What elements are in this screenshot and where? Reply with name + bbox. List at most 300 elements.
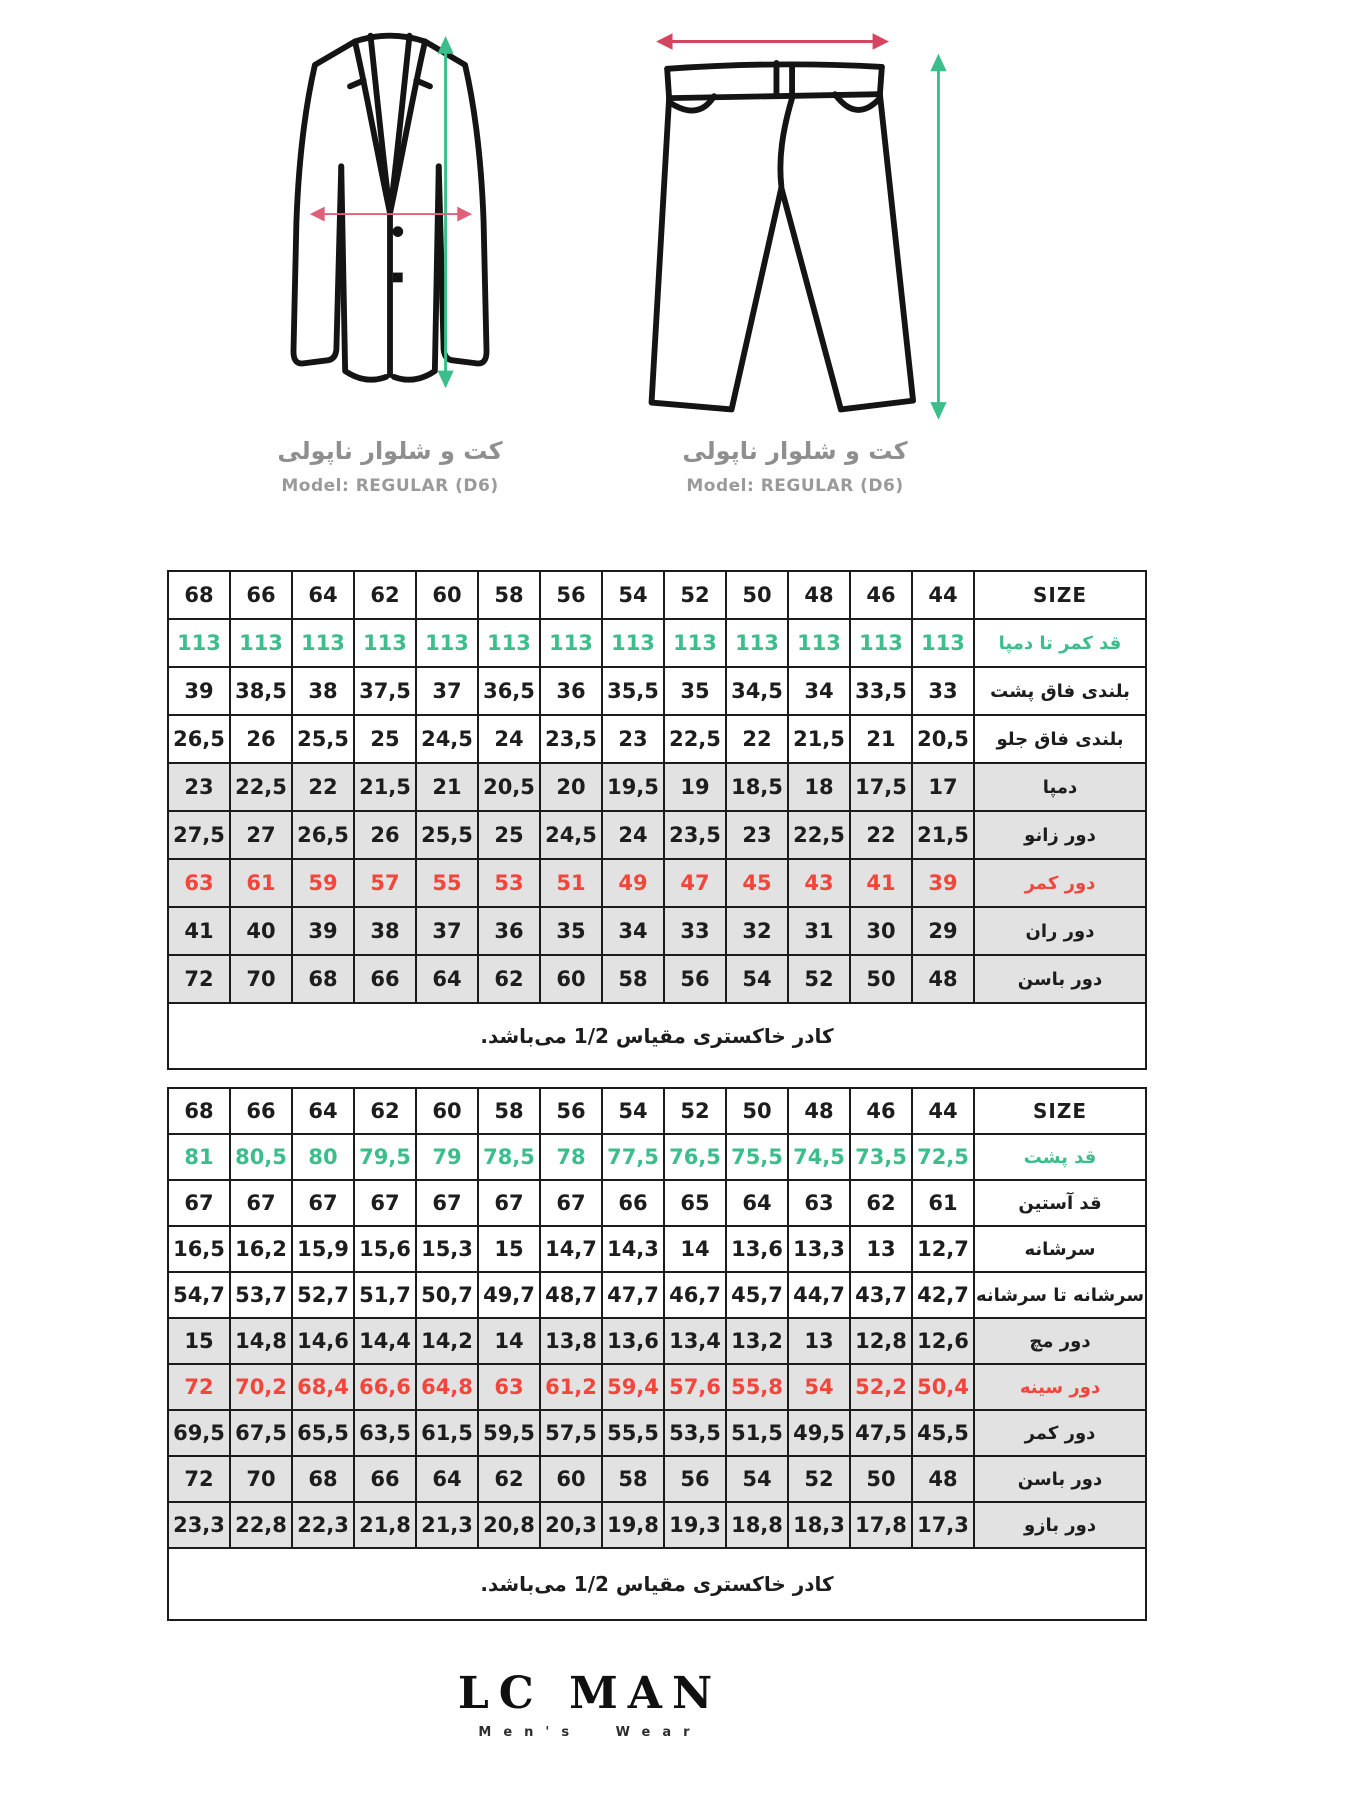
- measurement-value-cell: 52,2: [850, 1364, 912, 1410]
- measurement-value-cell: 73,5: [850, 1134, 912, 1180]
- measurement-label: دمپا: [974, 763, 1146, 811]
- measurement-value-cell: 37,5: [354, 667, 416, 715]
- measurement-value-cell: 24,5: [416, 715, 478, 763]
- measurement-value-cell: 36: [540, 667, 602, 715]
- size-header-row: [168, 571, 1146, 619]
- measurement-value-cell: 64: [416, 955, 478, 1003]
- pants-art: [625, 22, 965, 437]
- measurement-label: دور باسن: [974, 955, 1146, 1003]
- measurement-value-cell: 12,6: [912, 1318, 974, 1364]
- measurement-value-cell: 58: [602, 955, 664, 1003]
- measurement-value-cell: 14,3: [602, 1226, 664, 1272]
- measurement-value-cell: 70: [230, 955, 292, 1003]
- jacket-button: [393, 273, 403, 283]
- measurement-value-cell: 15,9: [292, 1226, 354, 1272]
- measurement-value-cell: 13: [850, 1226, 912, 1272]
- measurement-value-cell: 13: [788, 1318, 850, 1364]
- measurement-value-cell: 22,3: [292, 1502, 354, 1548]
- measurement-value-cell: 38,5: [230, 667, 292, 715]
- measurement-value-cell: 47,5: [850, 1410, 912, 1456]
- measurement-value-cell: 33: [912, 667, 974, 715]
- measurement-value-cell: 54: [726, 955, 788, 1003]
- measurement-value-cell: 25: [354, 715, 416, 763]
- measurement-value-cell: 27: [230, 811, 292, 859]
- size-header-cell: 60: [416, 1088, 478, 1134]
- jacket-button: [392, 226, 403, 237]
- measurement-value-cell: 15: [478, 1226, 540, 1272]
- measurement-value-cell: 15,6: [354, 1226, 416, 1272]
- measurement-value-cell: 47: [664, 859, 726, 907]
- measurement-value-cell: 25,5: [416, 811, 478, 859]
- measurement-value-cell: 21,3: [416, 1502, 478, 1548]
- measurement-value-cell: 57,5: [540, 1410, 602, 1456]
- size-header-cell: 66: [230, 571, 292, 619]
- measurement-value-cell: 61,5: [416, 1410, 478, 1456]
- measurement-value-cell: 13,2: [726, 1318, 788, 1364]
- measurement-value-cell: 58: [602, 1456, 664, 1502]
- measurement-value-cell: 61: [230, 859, 292, 907]
- measurement-value-cell: 15: [168, 1318, 230, 1364]
- measurement-value-cell: 27,5: [168, 811, 230, 859]
- measurement-value-cell: 16,2: [230, 1226, 292, 1272]
- size-header-cell: 64: [292, 571, 354, 619]
- measurement-row: [168, 667, 1146, 715]
- measurement-value-cell: 22: [850, 811, 912, 859]
- pants-illustration: [630, 22, 960, 427]
- measurement-value-cell: 64: [726, 1180, 788, 1226]
- measurement-value-cell: 23,5: [664, 811, 726, 859]
- measurement-value-cell: 70: [230, 1456, 292, 1502]
- measurement-value-cell: 113: [850, 619, 912, 667]
- measurement-value-cell: 14: [478, 1318, 540, 1364]
- measurement-value-cell: 14,6: [292, 1318, 354, 1364]
- measurement-value-cell: 67: [168, 1180, 230, 1226]
- measurement-value-cell: 18: [788, 763, 850, 811]
- measurement-value-cell: 113: [912, 619, 974, 667]
- measurement-value-cell: 38: [354, 907, 416, 955]
- measurement-value-cell: 46,7: [664, 1272, 726, 1318]
- measurement-value-cell: 22: [726, 715, 788, 763]
- measurement-value-cell: 59,5: [478, 1410, 540, 1456]
- measurement-row: [168, 763, 1146, 811]
- measurement-value-cell: 49,7: [478, 1272, 540, 1318]
- measurement-value-cell: 20,3: [540, 1502, 602, 1548]
- measurement-value-cell: 12,7: [912, 1226, 974, 1272]
- measurement-value-cell: 52: [788, 1456, 850, 1502]
- measurement-value-cell: 17,3: [912, 1502, 974, 1548]
- measurement-value-cell: 59: [292, 859, 354, 907]
- size-header-cell: 62: [354, 1088, 416, 1134]
- size-header-cell: 52: [664, 571, 726, 619]
- measurement-row: [168, 1272, 1146, 1318]
- measurement-value-cell: 57,6: [664, 1364, 726, 1410]
- measurement-value-cell: 72: [168, 1456, 230, 1502]
- measurement-value-cell: 22,5: [788, 811, 850, 859]
- measurement-row: [168, 907, 1146, 955]
- measurement-value-cell: 113: [416, 619, 478, 667]
- measurement-label: دور مچ: [974, 1318, 1146, 1364]
- measurement-value-cell: 43,7: [850, 1272, 912, 1318]
- measurement-value-cell: 67: [416, 1180, 478, 1226]
- size-header-cell: 46: [850, 571, 912, 619]
- measurement-value-cell: 23,3: [168, 1502, 230, 1548]
- size-header-cell: 56: [540, 571, 602, 619]
- measurement-label: بلندی فاق پشت: [974, 667, 1146, 715]
- measurement-value-cell: 13,6: [726, 1226, 788, 1272]
- measurement-label: دور کمر: [974, 859, 1146, 907]
- measurement-value-cell: 38: [292, 667, 354, 715]
- table-footer-note: کادر خاکستری مقیاس 1/2 می‌باشد.: [168, 1548, 1146, 1620]
- jacket-model-label: Model: REGULAR (D6): [281, 475, 499, 496]
- measurement-value-cell: 33: [664, 907, 726, 955]
- measurement-value-cell: 52: [788, 955, 850, 1003]
- measurement-value-cell: 22,5: [664, 715, 726, 763]
- measurement-value-cell: 26,5: [168, 715, 230, 763]
- measurement-value-cell: 39: [168, 667, 230, 715]
- size-header-cell: 68: [168, 571, 230, 619]
- measurement-value-cell: 25: [478, 811, 540, 859]
- measurement-value-cell: 61,2: [540, 1364, 602, 1410]
- measurement-value-cell: 60: [540, 955, 602, 1003]
- measurement-value-cell: 31: [788, 907, 850, 955]
- measurement-value-cell: 59,4: [602, 1364, 664, 1410]
- measurement-row: [168, 1364, 1146, 1410]
- size-header-cell: 50: [726, 571, 788, 619]
- measurement-value-cell: 63,5: [354, 1410, 416, 1456]
- measurement-value-cell: 26: [230, 715, 292, 763]
- measurement-value-cell: 48: [912, 1456, 974, 1502]
- size-header-cell: 60: [416, 571, 478, 619]
- measurement-value-cell: 80: [292, 1134, 354, 1180]
- measurement-label: قد کمر تا دمپا: [974, 619, 1146, 667]
- measurement-value-cell: 61: [912, 1180, 974, 1226]
- measurement-value-cell: 55,5: [602, 1410, 664, 1456]
- measurement-value-cell: 66: [354, 1456, 416, 1502]
- measurement-value-cell: 14,8: [230, 1318, 292, 1364]
- measurement-value-cell: 63: [478, 1364, 540, 1410]
- table-footer-row: [168, 1003, 1146, 1069]
- measurement-value-cell: 67: [478, 1180, 540, 1226]
- measurement-value-cell: 57: [354, 859, 416, 907]
- size-header-cell: 48: [788, 571, 850, 619]
- measurement-value-cell: 34: [602, 907, 664, 955]
- pants-caption: کت و شلوار ناپولی: [682, 437, 908, 465]
- measurement-value-cell: 21,8: [354, 1502, 416, 1548]
- measurement-value-cell: 113: [478, 619, 540, 667]
- measurement-value-cell: 113: [664, 619, 726, 667]
- measurement-value-cell: 67: [230, 1180, 292, 1226]
- measurement-row: [168, 859, 1146, 907]
- measurement-value-cell: 45,5: [912, 1410, 974, 1456]
- measurement-value-cell: 79,5: [354, 1134, 416, 1180]
- size-column-header: SIZE: [974, 571, 1146, 619]
- measurement-value-cell: 19,3: [664, 1502, 726, 1548]
- measurement-label: دور سینه: [974, 1364, 1146, 1410]
- measurement-value-cell: 36: [478, 907, 540, 955]
- size-header-cell: 66: [230, 1088, 292, 1134]
- measurement-value-cell: 65: [664, 1180, 726, 1226]
- measurement-value-cell: 113: [230, 619, 292, 667]
- measurement-value-cell: 23,5: [540, 715, 602, 763]
- measurement-value-cell: 68: [292, 955, 354, 1003]
- size-header-cell: 44: [912, 571, 974, 619]
- measurement-value-cell: 19,5: [602, 763, 664, 811]
- measurement-value-cell: 64,8: [416, 1364, 478, 1410]
- measurement-value-cell: 62: [850, 1180, 912, 1226]
- measurement-value-cell: 77,5: [602, 1134, 664, 1180]
- size-header-cell: 54: [602, 1088, 664, 1134]
- measurement-value-cell: 50: [850, 1456, 912, 1502]
- size-header-cell: 48: [788, 1088, 850, 1134]
- measurement-value-cell: 113: [726, 619, 788, 667]
- measurement-value-cell: 35,5: [602, 667, 664, 715]
- measurement-label: دور ران: [974, 907, 1146, 955]
- size-header-cell: 52: [664, 1088, 726, 1134]
- measurement-value-cell: 50,7: [416, 1272, 478, 1318]
- measurement-value-cell: 113: [354, 619, 416, 667]
- measurement-value-cell: 80,5: [230, 1134, 292, 1180]
- measurement-value-cell: 45: [726, 859, 788, 907]
- brand-subtitle: Men's Wear: [478, 1725, 702, 1740]
- pants-model-label: Model: REGULAR (D6): [686, 475, 904, 496]
- measurement-value-cell: 37: [416, 667, 478, 715]
- measurement-value-cell: 23: [726, 811, 788, 859]
- measurement-value-cell: 44,7: [788, 1272, 850, 1318]
- measurement-value-cell: 14,4: [354, 1318, 416, 1364]
- measurement-value-cell: 62: [478, 955, 540, 1003]
- measurement-value-cell: 53,7: [230, 1272, 292, 1318]
- measurement-value-cell: 26: [354, 811, 416, 859]
- measurement-value-cell: 32: [726, 907, 788, 955]
- measurement-value-cell: 63: [788, 1180, 850, 1226]
- measurement-value-cell: 52,7: [292, 1272, 354, 1318]
- measurement-value-cell: 78: [540, 1134, 602, 1180]
- measurement-value-cell: 81: [168, 1134, 230, 1180]
- measurement-value-cell: 66: [602, 1180, 664, 1226]
- measurement-row: [168, 1134, 1146, 1180]
- brand-title: LC MAN: [457, 1668, 723, 1719]
- measurement-value-cell: 35: [540, 907, 602, 955]
- measurement-value-cell: 25,5: [292, 715, 354, 763]
- jacket-figure: [245, 22, 535, 496]
- measurement-value-cell: 50: [850, 955, 912, 1003]
- size-header-row: [168, 1088, 1146, 1134]
- measurement-value-cell: 14,2: [416, 1318, 478, 1364]
- measurement-label: سرشانه: [974, 1226, 1146, 1272]
- measurement-value-cell: 21,5: [354, 763, 416, 811]
- measurement-value-cell: 79: [416, 1134, 478, 1180]
- measurement-value-cell: 67: [540, 1180, 602, 1226]
- measurement-value-cell: 34,5: [726, 667, 788, 715]
- measurement-value-cell: 78,5: [478, 1134, 540, 1180]
- measurement-value-cell: 22: [292, 763, 354, 811]
- measurement-value-cell: 14,7: [540, 1226, 602, 1272]
- measurement-value-cell: 62: [478, 1456, 540, 1502]
- measurement-value-cell: 113: [602, 619, 664, 667]
- measurement-value-cell: 48,7: [540, 1272, 602, 1318]
- measurement-label: دور زانو: [974, 811, 1146, 859]
- measurement-value-cell: 22,8: [230, 1502, 292, 1548]
- measurement-value-cell: 50,4: [912, 1364, 974, 1410]
- measurement-value-cell: 21,5: [912, 811, 974, 859]
- measurement-value-cell: 24,5: [540, 811, 602, 859]
- size-header-cell: 56: [540, 1088, 602, 1134]
- measurement-value-cell: 68: [292, 1456, 354, 1502]
- measurement-row: [168, 1180, 1146, 1226]
- table-footer-row: [168, 1548, 1146, 1620]
- measurement-label: سرشانه تا سرشانه: [974, 1272, 1146, 1318]
- size-column-header: SIZE: [974, 1088, 1146, 1134]
- measurement-value-cell: 36,5: [478, 667, 540, 715]
- measurement-value-cell: 51,7: [354, 1272, 416, 1318]
- measurement-value-cell: 113: [788, 619, 850, 667]
- measurement-value-cell: 24: [478, 715, 540, 763]
- measurement-value-cell: 68,4: [292, 1364, 354, 1410]
- measurement-value-cell: 72: [168, 1364, 230, 1410]
- measurement-value-cell: 16,5: [168, 1226, 230, 1272]
- measurement-value-cell: 35: [664, 667, 726, 715]
- measurement-row: [168, 715, 1146, 763]
- measurement-value-cell: 55,8: [726, 1364, 788, 1410]
- measurement-value-cell: 53: [478, 859, 540, 907]
- pants-waist-arrow-icon: [659, 36, 885, 48]
- measurement-value-cell: 18,3: [788, 1502, 850, 1548]
- measurement-value-cell: 41: [168, 907, 230, 955]
- measurement-row: [168, 619, 1146, 667]
- measurement-value-cell: 17,5: [850, 763, 912, 811]
- measurement-label: بلندی فاق جلو: [974, 715, 1146, 763]
- size-header-cell: 58: [478, 571, 540, 619]
- measurement-value-cell: 48: [912, 955, 974, 1003]
- measurement-label: دور بازو: [974, 1502, 1146, 1548]
- measurement-value-cell: 72: [168, 955, 230, 1003]
- measurement-value-cell: 23: [168, 763, 230, 811]
- measurement-value-cell: 53,5: [664, 1410, 726, 1456]
- measurement-value-cell: 56: [664, 1456, 726, 1502]
- pants-length-arrow-icon: [933, 57, 945, 416]
- measurement-value-cell: 20: [540, 763, 602, 811]
- measurement-value-cell: 13,3: [788, 1226, 850, 1272]
- jacket-art: [245, 22, 535, 437]
- measurement-value-cell: 17: [912, 763, 974, 811]
- size-header-cell: 54: [602, 571, 664, 619]
- measurement-value-cell: 23: [602, 715, 664, 763]
- measurement-value-cell: 70,2: [230, 1364, 292, 1410]
- measurement-value-cell: 41: [850, 859, 912, 907]
- size-header-cell: 62: [354, 571, 416, 619]
- measurement-label: قد آستین: [974, 1180, 1146, 1226]
- measurement-value-cell: 66: [354, 955, 416, 1003]
- measurement-value-cell: 20,8: [478, 1502, 540, 1548]
- measurement-row: [168, 1502, 1146, 1548]
- measurement-value-cell: 12,8: [850, 1318, 912, 1364]
- measurement-value-cell: 18,8: [726, 1502, 788, 1548]
- measurement-value-cell: 37: [416, 907, 478, 955]
- measurement-value-cell: 69,5: [168, 1410, 230, 1456]
- pants-figure: [625, 22, 965, 496]
- measurement-value-cell: 17,8: [850, 1502, 912, 1548]
- measurement-row: [168, 1226, 1146, 1272]
- measurement-value-cell: 20,5: [912, 715, 974, 763]
- measurement-value-cell: 67: [354, 1180, 416, 1226]
- measurement-value-cell: 39: [292, 907, 354, 955]
- measurement-value-cell: 54: [788, 1364, 850, 1410]
- measurement-value-cell: 49: [602, 859, 664, 907]
- table-footer-note: کادر خاکستری مقیاس 1/2 می‌باشد.: [168, 1003, 1146, 1069]
- measurement-value-cell: 113: [292, 619, 354, 667]
- measurement-value-cell: 21: [416, 763, 478, 811]
- measurement-value-cell: 51,5: [726, 1410, 788, 1456]
- jacket-illustration: [250, 22, 530, 412]
- jacket-caption: کت و شلوار ناپولی: [277, 437, 503, 465]
- measurement-value-cell: 64: [416, 1456, 478, 1502]
- measurement-row: [168, 1318, 1146, 1364]
- measurement-value-cell: 24: [602, 811, 664, 859]
- measurement-value-cell: 34: [788, 667, 850, 715]
- measurement-value-cell: 60: [540, 1456, 602, 1502]
- measurement-value-cell: 63: [168, 859, 230, 907]
- measurement-value-cell: 21,5: [788, 715, 850, 763]
- measurement-value-cell: 43: [788, 859, 850, 907]
- measurement-value-cell: 13,8: [540, 1318, 602, 1364]
- measurement-value-cell: 22,5: [230, 763, 292, 811]
- measurement-value-cell: 21: [850, 715, 912, 763]
- measurement-label: دور باسن: [974, 1456, 1146, 1502]
- measurement-value-cell: 54: [726, 1456, 788, 1502]
- measurement-label: دور کمر: [974, 1410, 1146, 1456]
- measurement-value-cell: 65,5: [292, 1410, 354, 1456]
- measurement-value-cell: 75,5: [726, 1134, 788, 1180]
- measurement-value-cell: 54,7: [168, 1272, 230, 1318]
- measurement-value-cell: 55: [416, 859, 478, 907]
- measurement-value-cell: 39: [912, 859, 974, 907]
- measurement-value-cell: 113: [540, 619, 602, 667]
- measurement-value-cell: 40: [230, 907, 292, 955]
- measurement-row: [168, 955, 1146, 1003]
- measurement-value-cell: 18,5: [726, 763, 788, 811]
- measurement-value-cell: 72,5: [912, 1134, 974, 1180]
- measurement-value-cell: 45,7: [726, 1272, 788, 1318]
- measurement-value-cell: 113: [168, 619, 230, 667]
- measurement-value-cell: 19,8: [602, 1502, 664, 1548]
- size-header-cell: 64: [292, 1088, 354, 1134]
- measurement-row: [168, 1410, 1146, 1456]
- measurement-value-cell: 29: [912, 907, 974, 955]
- measurement-value-cell: 14: [664, 1226, 726, 1272]
- measurement-value-cell: 30: [850, 907, 912, 955]
- size-header-cell: 50: [726, 1088, 788, 1134]
- measurement-value-cell: 67,5: [230, 1410, 292, 1456]
- size-header-cell: 46: [850, 1088, 912, 1134]
- measurement-value-cell: 47,7: [602, 1272, 664, 1318]
- measurement-value-cell: 66,6: [354, 1364, 416, 1410]
- size-header-cell: 58: [478, 1088, 540, 1134]
- pants-size-table: [167, 570, 1147, 1070]
- measurement-value-cell: 20,5: [478, 763, 540, 811]
- measurement-value-cell: 13,6: [602, 1318, 664, 1364]
- measurement-value-cell: 26,5: [292, 811, 354, 859]
- measurement-label: قد پشت: [974, 1134, 1146, 1180]
- measurement-row: [168, 1456, 1146, 1502]
- measurement-value-cell: 13,4: [664, 1318, 726, 1364]
- jacket-size-table: [167, 1087, 1147, 1621]
- measurement-value-cell: 15,3: [416, 1226, 478, 1272]
- measurement-value-cell: 67: [292, 1180, 354, 1226]
- measurement-value-cell: 33,5: [850, 667, 912, 715]
- measurement-value-cell: 19: [664, 763, 726, 811]
- measurement-value-cell: 76,5: [664, 1134, 726, 1180]
- measurement-value-cell: 74,5: [788, 1134, 850, 1180]
